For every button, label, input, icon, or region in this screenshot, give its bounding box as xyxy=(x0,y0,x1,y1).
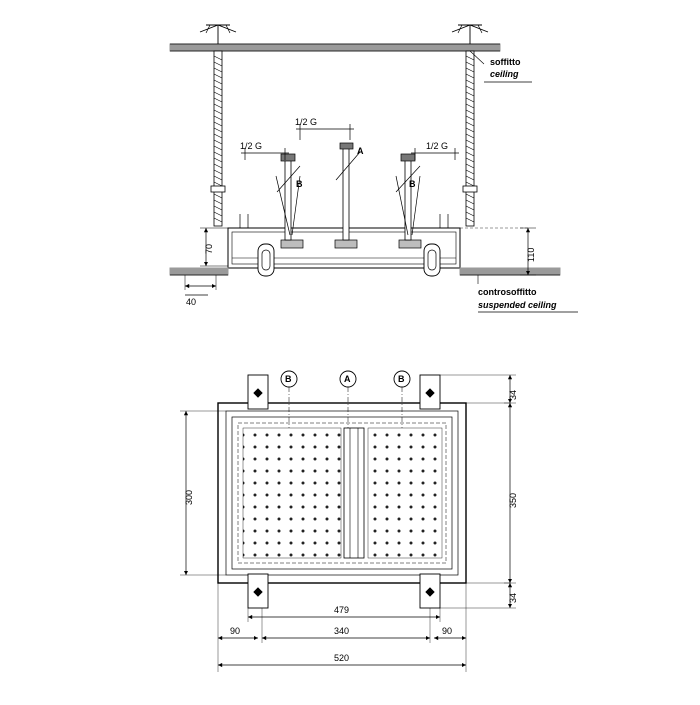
dim-34-bottom: 34 xyxy=(508,592,518,603)
dim-520: 520 xyxy=(334,653,350,663)
label-suspended-ceiling-it: controsoffitto xyxy=(478,287,537,297)
label-thread-center: 1/2 G xyxy=(295,117,318,127)
dim-90-left: 90 xyxy=(230,626,241,636)
label-ceiling-it: soffitto xyxy=(490,57,521,67)
dim-34-top: 34 xyxy=(508,389,518,400)
dim-70: 70 xyxy=(204,243,214,254)
dim-350: 350 xyxy=(508,492,518,508)
callout-b-left: B xyxy=(285,374,292,384)
dim-340: 340 xyxy=(334,626,350,636)
label-suspended-ceiling-en: suspended ceiling xyxy=(478,300,557,310)
dim-300: 300 xyxy=(184,489,194,505)
callout-a-center: A xyxy=(344,374,351,384)
label-point-a-section: A xyxy=(357,146,364,156)
dim-90-right: 90 xyxy=(442,626,453,636)
section-view-group xyxy=(170,25,578,672)
label-point-b-right-section: B xyxy=(409,179,416,189)
dim-40: 40 xyxy=(186,297,197,307)
label-thread-left: 1/2 G xyxy=(240,141,263,151)
callout-b-right: B xyxy=(398,374,405,384)
label-thread-right: 1/2 G xyxy=(426,141,449,151)
dim-110: 110 xyxy=(526,247,536,262)
label-point-b-left-section: B xyxy=(296,179,303,189)
label-ceiling-en: ceiling xyxy=(490,69,519,79)
dim-479: 479 xyxy=(334,605,350,615)
